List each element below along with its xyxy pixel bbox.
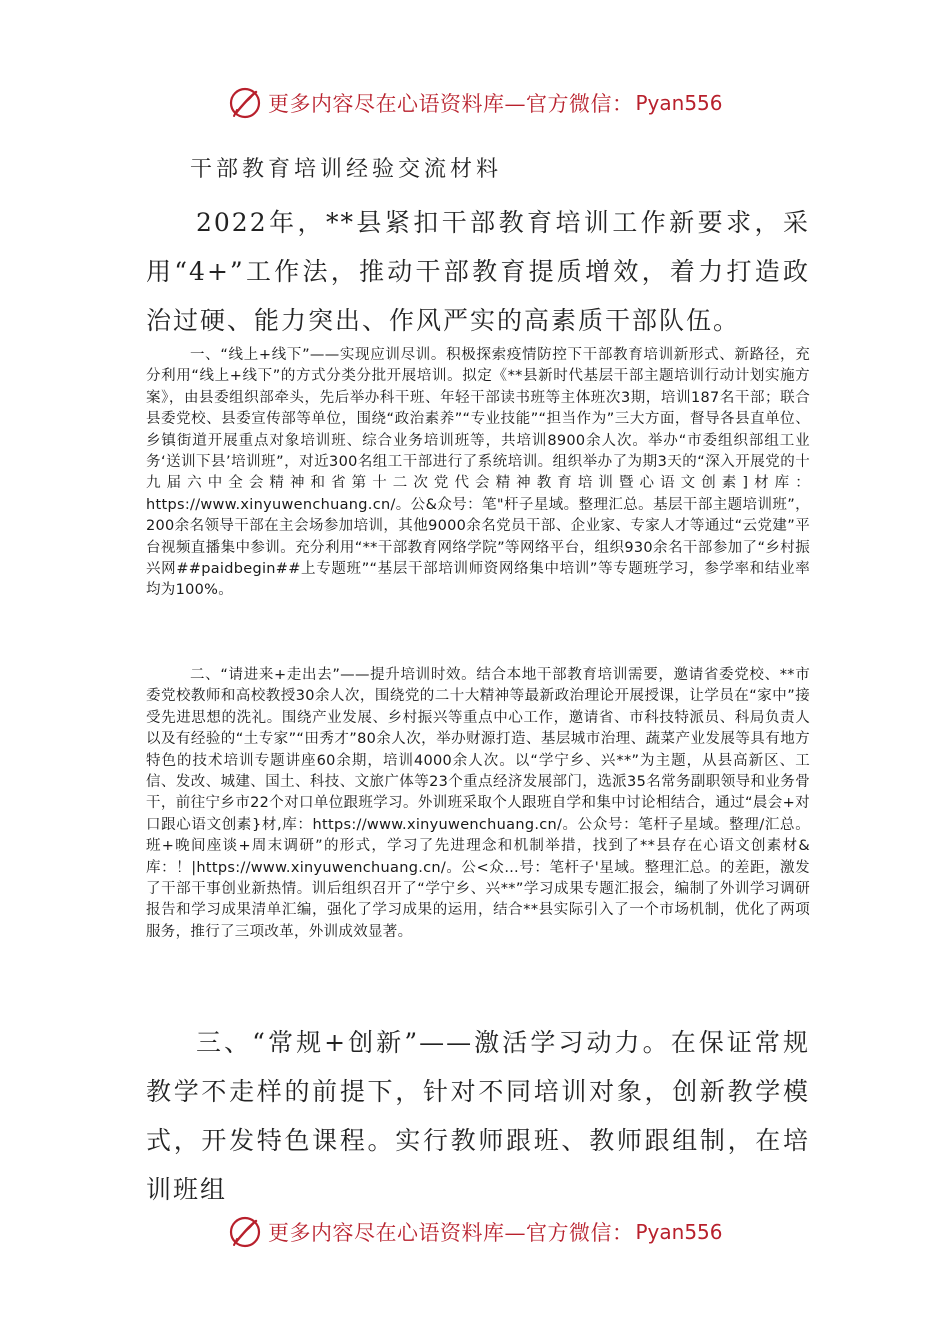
quill-logo-icon	[228, 86, 262, 120]
section-two-paragraph: 二、“请进来+走出去”——提升培训时效。结合本地干部教育培训需要，邀请省委党校、**市委党校教师和高校教授30余人次，围绕党的二十大精神等最新政治理论开展授课，让学员在“家中”接受先进思想的洗礼。围绕产业发展、乡村振兴等重点中心工作，邀请省、市科技特派员、科局负责人以及有经验的“土专家”“田秀才”80余人次，举办财源打造、基层城市治理、蔬菜产业发展等具有地方特色的技术培训专题讲座60余期，培训4000余人次。以“学宁乡、兴**”为主题，从县高新区、工信、发改、城建、国土、科技、文旅广体等23个重点经济发展部门，选派35名常务副职领导和业务骨干，前往宁乡市22个对口单位跟班学习。外训班采取个人跟班自学和集中讨论相结合，通过“晨会+对口跟心语文创素}材,库：https://www.xinyuwenchuang.cn/。公众号：笔杆子星域。整理/汇总。班+晚间座谈+周末调研”的形式，学习了先进理念和机制举措，找到了**县存在心语文创素材&库：！|https://www.xinyuwenchuang.cn/。公<众…号：笔杆子'星域。整理汇总。的差距，激发了干部干事创业新热情。训后组织召开了“学宁乡、兴**”学习成果专题汇报会，编制了外训学习调研报告和学习成果清单汇编，强化了学习成果的运用，结合**县实际引入了一个市场机制，优化了两项服务，推行了三项改革，外训成效显著。	[146, 667, 810, 940]
footer-watermark-banner	[228, 1213, 748, 1251]
banner-wechat-handle: Pyan556	[635, 91, 723, 115]
header-watermark-banner	[228, 84, 748, 122]
quill-logo-icon	[228, 1215, 262, 1249]
banner-wechat-handle: Pyan556	[635, 1220, 723, 1244]
section-three-paragraph: 三、“常规+创新”——激活学习动力。在保证常规教学不走样的前提下，针对不同培训对象，创新教学模式，开发特色课程。实行教师跟班、教师跟组制，在培训班组	[146, 1028, 810, 1204]
section-one-paragraph: 一、“线上+线下”——实现应训尽训。积极探索疫情防控下干部教育培训新形式、新路径，充分利用“线上+线下”的方式分类分批开展培训。拟定《**县新时代基层干部主题培训行动计划实施方案》，由县委组织部牵头，先后举办科干班、年轻干部读书班等主体班次3期，培训187名干部；联合县委党校、县委宣传部等单位，围绕“政治素养”“专业技能”“担当作为”三大方面，督导各县直单位、乡镇街道开展重点对象培训班、综合业务培训班等，共培训8900余人次。举办“市委组织部组工业务‘送训下县’培训班”，对近300名组工干部进行了系统培训。组织举办了为期3天的“深入开展党的十九届六中全会精神和省第十二次党代会精神教育培训暨心语文创素]材库：https://www.xinyuwenchuang.cn/。公&众号：笔"杆子星域。整理汇总。基层干部主题培训班”，200余名领导干部在主会场参加培训，其他9000余名党员干部、企业家、专家人才等通过“云党建”平台视频直播集中参训。充分利用“**干部教育网络学院”等网络平台，组织930余名干部参加了“乡村振兴网##paidbegin##上专题班”“基层干部培训师资网络集中培训”等专题班学习，参学率和结业率均为100%。	[146, 347, 810, 599]
lead-paragraph: 2022年，**县紧扣干部教育培训工作新要求，采用“4+”工作法，推动干部教育提质增效，着力打造政治过硬、能力突出、作风严实的高素质干部队伍。	[146, 208, 810, 335]
banner-text: 更多内容尽在心语资料库—官方微信：	[268, 92, 634, 116]
banner-text: 更多内容尽在心语资料库—官方微信：	[268, 1221, 634, 1245]
document-title: 干部教育培训经验交流材料	[190, 157, 503, 182]
